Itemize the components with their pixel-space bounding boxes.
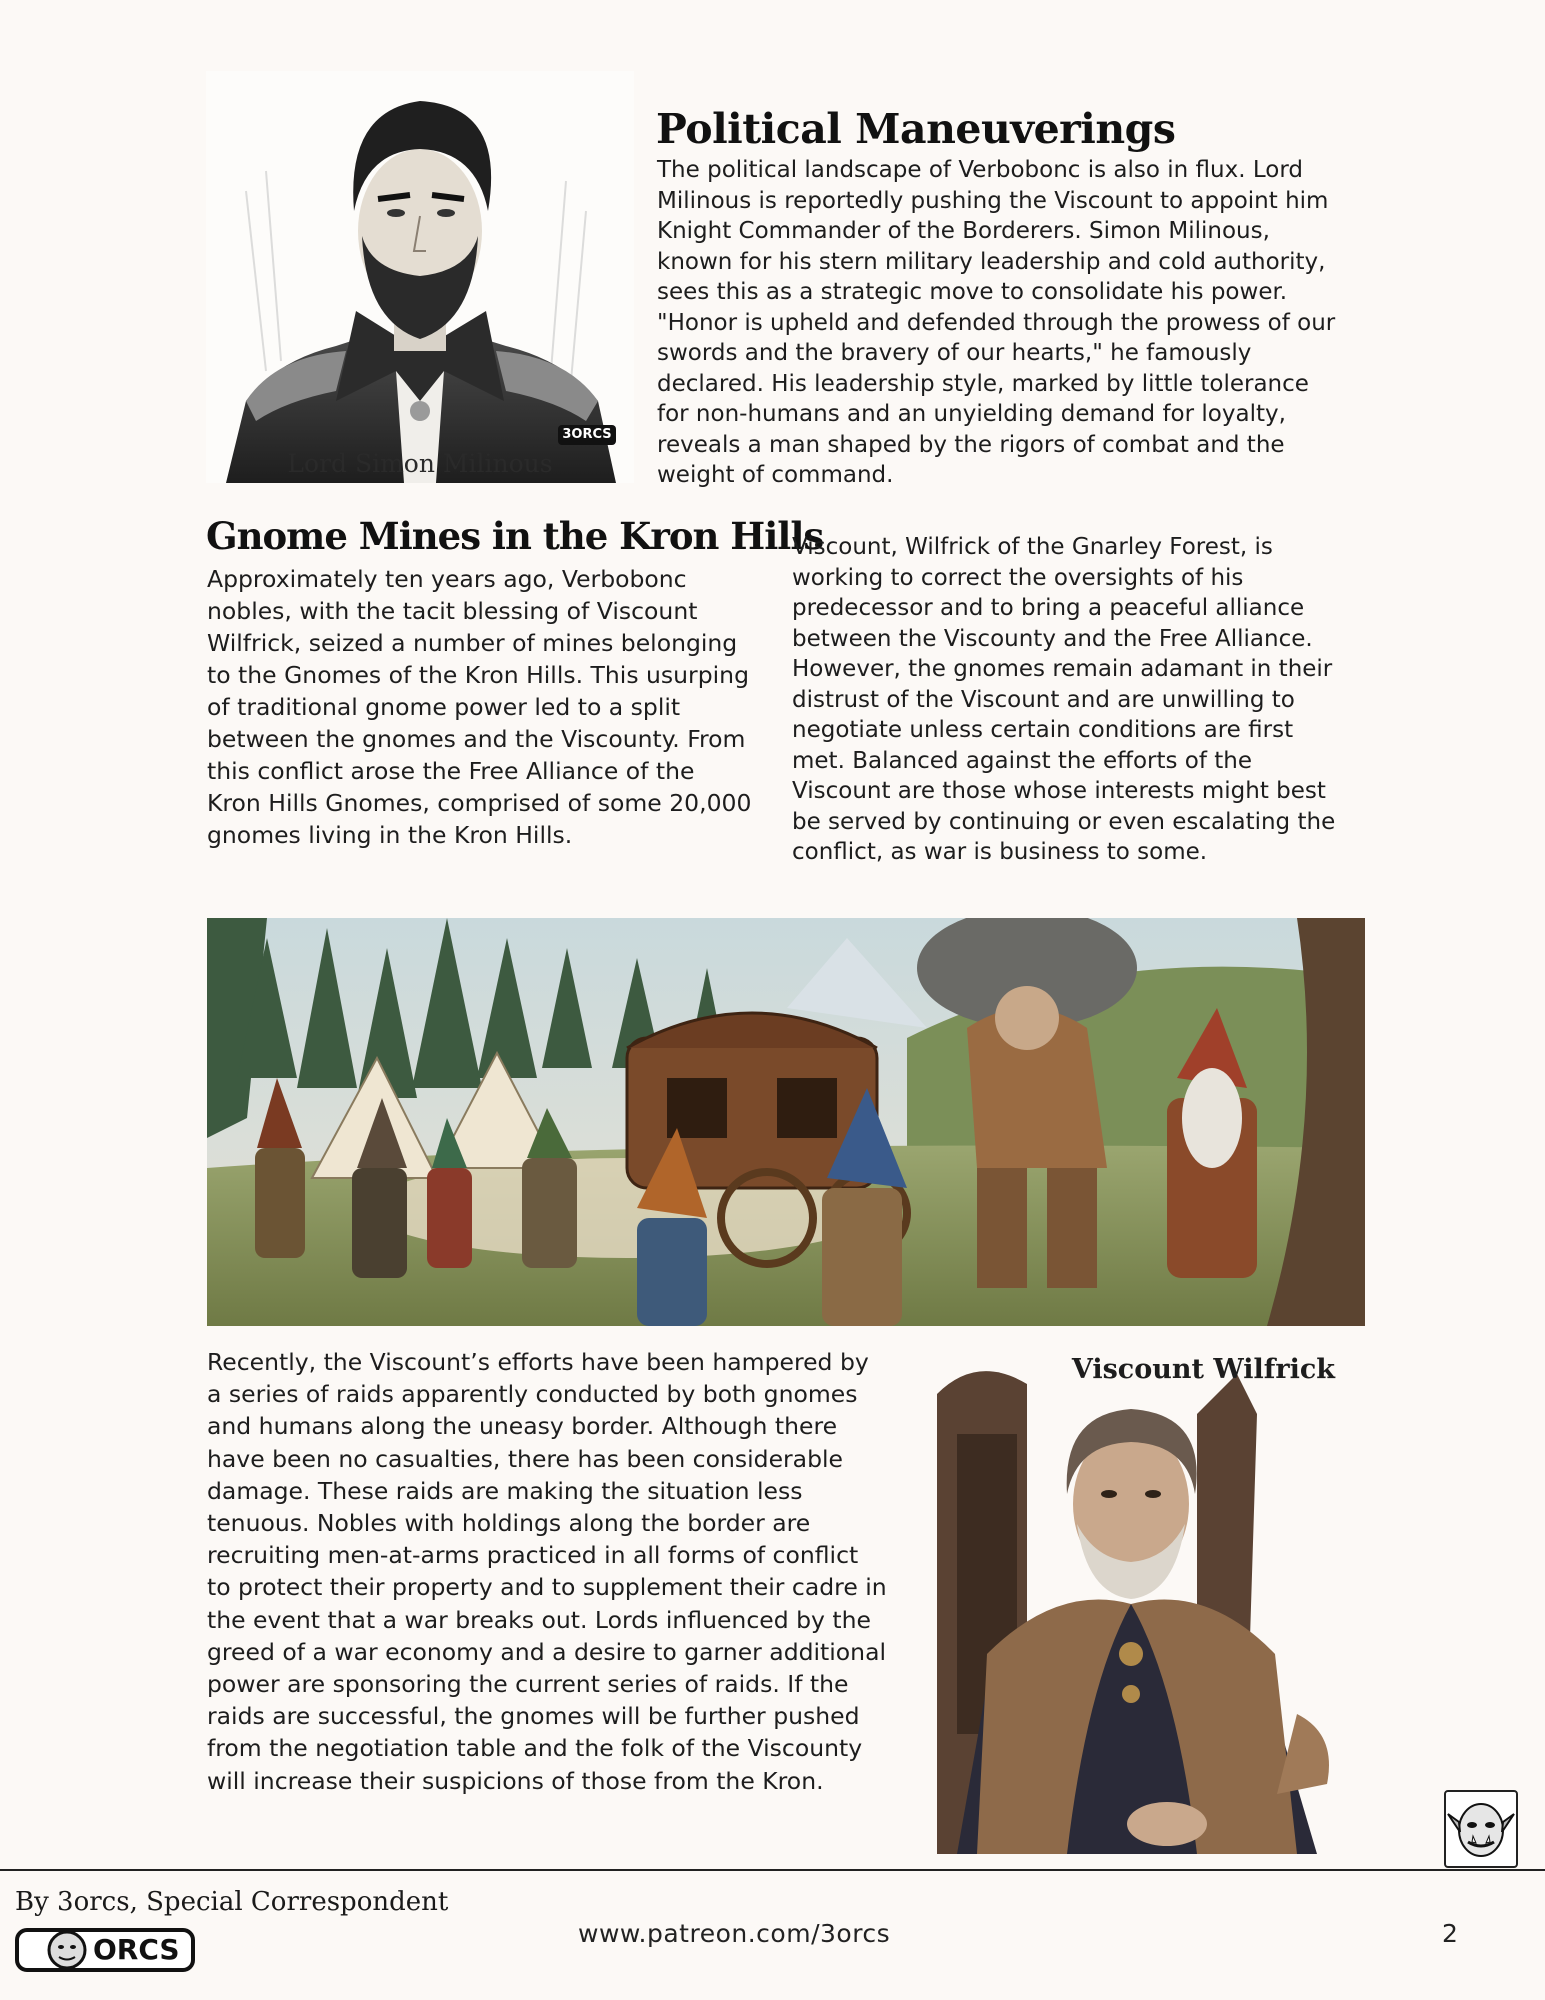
portrait-caption: Lord Simon Milinous (287, 449, 553, 478)
watermark-logo: 3ORCS (558, 425, 616, 445)
patreon-link[interactable]: www.patreon.com/3orcs (578, 1919, 891, 1948)
orc-head-icon (1444, 1790, 1518, 1868)
portrait-caption: Viscount Wilfrick (1071, 1354, 1335, 1385)
gnome-mines-column-2: Viscount, Wilfrick of the Gnarley Forest, is working to correct the oversights of his predecessor and to bring a peaceful alliance between the Viscounty and the Free Alliance. However, the gnomes remain adamant in their distrust of the Viscount and are unwilling to negotiate unless certain conditions are first met. Balanced against the efforts of the Viscount are those whose interests might best be served by continuing or even escalating the conflict, as war is business to some. (792, 534, 1336, 865)
brand-logo-letters: ORCS (93, 1933, 180, 1966)
wilfrick-illustration (917, 1354, 1345, 1854)
section-heading-gnome-mines: Gnome Mines in the Kron Hills (206, 514, 824, 558)
portrait-viscount-wilfrick (917, 1354, 1345, 1854)
gnome-mines-column-1: Approximately ten years ago, Verbobonc nobles, with the tacit blessing of Viscount Wilfrick, seized a number of mines belonging to the Gnomes of the Kron Hills. This usurping of traditional gnome power led to a split between the gnomes and the Viscounty. From this conflict arose the Free Alliance of the Kron Hills Gnomes, comprised of some 20,000 gnomes living in the Kron Hills. (207, 565, 752, 849)
footer-divider (0, 1869, 1545, 1871)
illustration-gnome-raid (207, 918, 1365, 1326)
byline: By 3orcs, Special Correspondent (15, 1887, 449, 1917)
section-body-raids: Recently, the Viscount’s efforts have been hampered by a series of raids apparently conducted by both gnomes and humans along the uneasy border. Although there have been no casualties, there has been considerable damage. These raids are making the situation less tenuous. Nobles with holdings along the border are recruiting men-at-arms practiced in all forms of conflict to protect their property and to supplement their cadre in the event that a war breaks out. Lords influenced by the greed of a war economy and a desire to garner additional power are sponsoring the current series of raids. If the raids are successful, the gnomes will be further pushed from the negotiation table and the folk of the Viscounty will increase their suspicions of those from the Kron. (207, 1348, 887, 1795)
milinous-illustration (206, 71, 634, 483)
section-heading-political-maneuverings: Political Maneuverings (656, 105, 1176, 153)
page-number: 2 (1442, 1919, 1458, 1948)
section-body-political-maneuverings: The political landscape of Verbobonc is also in flux. Lord Milinous is reportedly pushing the Viscount to appoint him Knight Commander of the Borderers. Simon Milinous, known for his stern military leadership and cold authority, sees this as a strategic move to consolidate his power. "Honor is upheld and defended through the prowess of our swords and the bravery of our hearts," he famously declared. His leadership style, marked by little tolerance for non-humans and an unyielding demand for loyalty, reveals a man shaped by the rigors of combat and the weight of command. (657, 157, 1336, 488)
brand-logo (15, 1926, 195, 1974)
portrait-lord-simon-milinous (206, 71, 634, 483)
gnome-raid-scene (207, 918, 1365, 1326)
